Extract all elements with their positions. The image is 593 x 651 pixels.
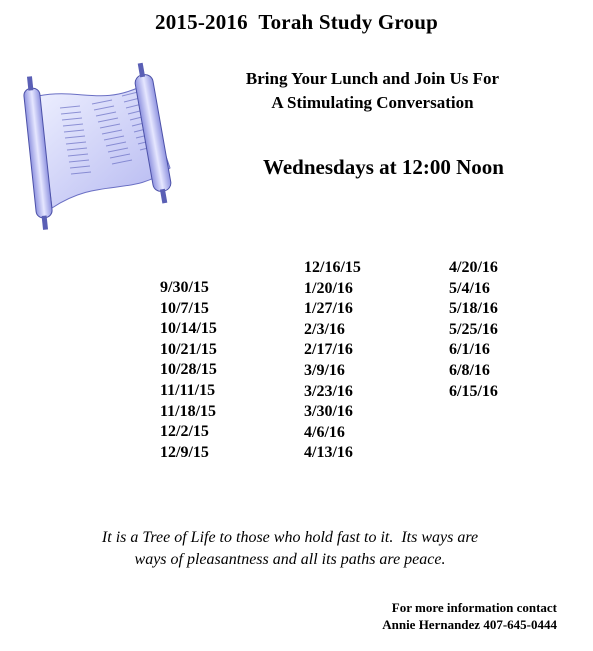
date-item: 12/16/15 xyxy=(304,259,361,276)
date-item: 10/7/15 xyxy=(160,299,209,317)
date-item: 5/25/16 xyxy=(449,320,498,338)
date-item: 5/4/16 xyxy=(449,279,490,297)
date-item: 3/9/16 xyxy=(304,361,345,379)
date-item: 11/11/15 xyxy=(160,381,216,399)
schedule-column-3 xyxy=(449,258,498,402)
contact-line-1: For more information contact xyxy=(391,600,557,615)
page-title: 2015-2016 Torah Study Group xyxy=(155,10,438,34)
date-item: 10/28/15 xyxy=(160,361,217,379)
schedule-column-2 xyxy=(304,258,361,464)
quote-line-2: ways of pleasantness and all its paths are peace. xyxy=(134,551,446,568)
date-item: 2/17/16 xyxy=(304,341,353,359)
contact-line-2: Annie Hernandez 407-645-0444 xyxy=(382,617,557,632)
date-item: 6/15/16 xyxy=(449,382,498,400)
date-item: 12/9/15 xyxy=(160,443,209,461)
date-item: 2/3/16 xyxy=(304,320,345,338)
date-item: 10/14/15 xyxy=(160,320,217,338)
date-item: 12/2/15 xyxy=(160,423,209,441)
schedule-column-1 xyxy=(160,278,217,463)
subtitle-line-2: A Stimulating Conversation xyxy=(271,93,474,112)
date-item: 1/20/16 xyxy=(304,279,353,297)
date-item: 1/27/16 xyxy=(304,300,353,318)
date-item: 3/23/16 xyxy=(304,382,353,400)
subtitle-line-1: Bring Your Lunch and Join Us For xyxy=(245,69,500,88)
quote xyxy=(40,527,540,571)
torah-scroll-icon xyxy=(20,58,200,236)
date-item: 6/8/16 xyxy=(449,361,490,379)
date-item: 4/20/16 xyxy=(449,259,498,276)
date-item: 3/30/16 xyxy=(304,403,353,421)
date-item: 4/13/16 xyxy=(304,444,353,462)
date-item: 6/1/16 xyxy=(449,341,490,359)
date-item: 9/30/15 xyxy=(160,279,209,296)
quote-line-1: It is a Tree of Life to those who hold fast to it. Its ways are xyxy=(101,529,479,546)
date-item: 10/21/15 xyxy=(160,340,217,358)
date-item: 11/18/15 xyxy=(160,402,217,420)
contact-info xyxy=(382,599,557,633)
meeting-time: Wednesdays at 12:00 Noon xyxy=(263,155,504,179)
date-item: 5/18/16 xyxy=(449,300,498,318)
date-item: 4/6/16 xyxy=(304,423,345,441)
